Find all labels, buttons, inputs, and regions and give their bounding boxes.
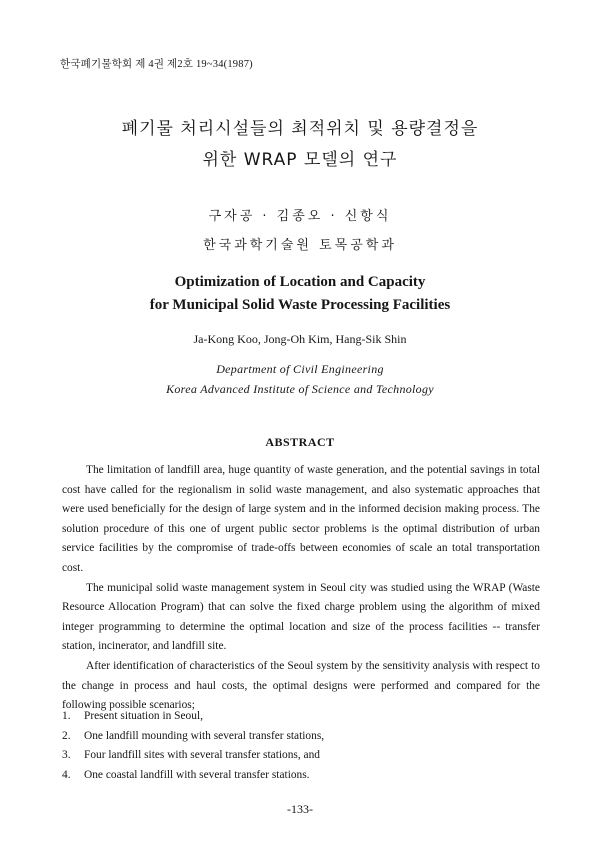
english-title-line-2: for Municipal Solid Waste Processing Facilities bbox=[149, 297, 451, 313]
korean-authors: 구자공 · 김종오 · 신항식 bbox=[208, 209, 392, 224]
abstract-body bbox=[62, 461, 540, 716]
list-item bbox=[62, 727, 540, 747]
korean-title-line-2: 위한 WRAP 모델의 연구 bbox=[202, 150, 398, 170]
list-item-number: 4. bbox=[62, 768, 71, 781]
page-number: -133- bbox=[287, 802, 313, 816]
department: Department of Civil Engineering bbox=[216, 362, 384, 376]
list-item-text: One coastal landfill with several transfer stations. bbox=[84, 768, 310, 781]
affiliation bbox=[0, 359, 600, 399]
korean-title bbox=[0, 114, 600, 176]
english-title bbox=[0, 271, 600, 317]
korean-title-line-1: 폐기물 처리시설들의 최적위치 및 용량결정을 bbox=[121, 119, 479, 139]
english-authors: Ja-Kong Koo, Jong-Oh Kim, Hang-Sik Shin bbox=[193, 332, 407, 346]
scenario-list bbox=[62, 707, 540, 785]
list-item bbox=[62, 766, 540, 786]
list-item-text: Four landfill sites with several transfer stations, and bbox=[84, 749, 320, 762]
english-title-line-1: Optimization of Location and Capacity bbox=[174, 274, 426, 290]
list-item-text: One landfill mounding with several transfer stations, bbox=[84, 729, 325, 742]
abstract-paragraph-2: The municipal solid waste management system in Seoul city was studied using the WRAP (Waste Resource Allocation Program) that can solve the fixed charge problem using the algorithm of mixed integer programming to determine the optimal location and size of the process facilities -- transfer station, incinerator, and landfill site. bbox=[62, 581, 540, 653]
list-item-number: 3. bbox=[62, 749, 71, 762]
list-item bbox=[62, 746, 540, 766]
abstract-heading: ABSTRACT bbox=[265, 435, 335, 449]
abstract-paragraph-1: The limitation of landfill area, huge quantity of waste generation, and the potential savings in total cost have called for the regionalism in solid waste management, and also systematic approaches that were used beneficially for the design of large system and in the informed decision making process. The solution procedure of this one of urgent public sector problems is the optimal distribution of urban service facilities by the compromise of trade-offs between economies of scale an total transportation cost. bbox=[62, 464, 540, 574]
list-item-text: Present situation in Seoul, bbox=[84, 710, 203, 722]
korean-affiliation: 한국과학기술원 토목공학과 bbox=[203, 238, 397, 253]
institute: Korea Advanced Institute of Science and Technology bbox=[166, 382, 434, 396]
list-item bbox=[62, 707, 540, 727]
journal-header: 한국폐기물학회 제 4권 제2호 19~34(1987) bbox=[60, 59, 253, 70]
list-item-number: 2. bbox=[62, 729, 71, 742]
list-item-number: 1. bbox=[62, 710, 71, 722]
abstract-paragraph-3: After identification of characteristics of the Seoul system by the sensitivity analysis with respect to the change in process and haul costs, the optimal designs were performed and compared for the following possible scenarios; bbox=[62, 659, 540, 712]
